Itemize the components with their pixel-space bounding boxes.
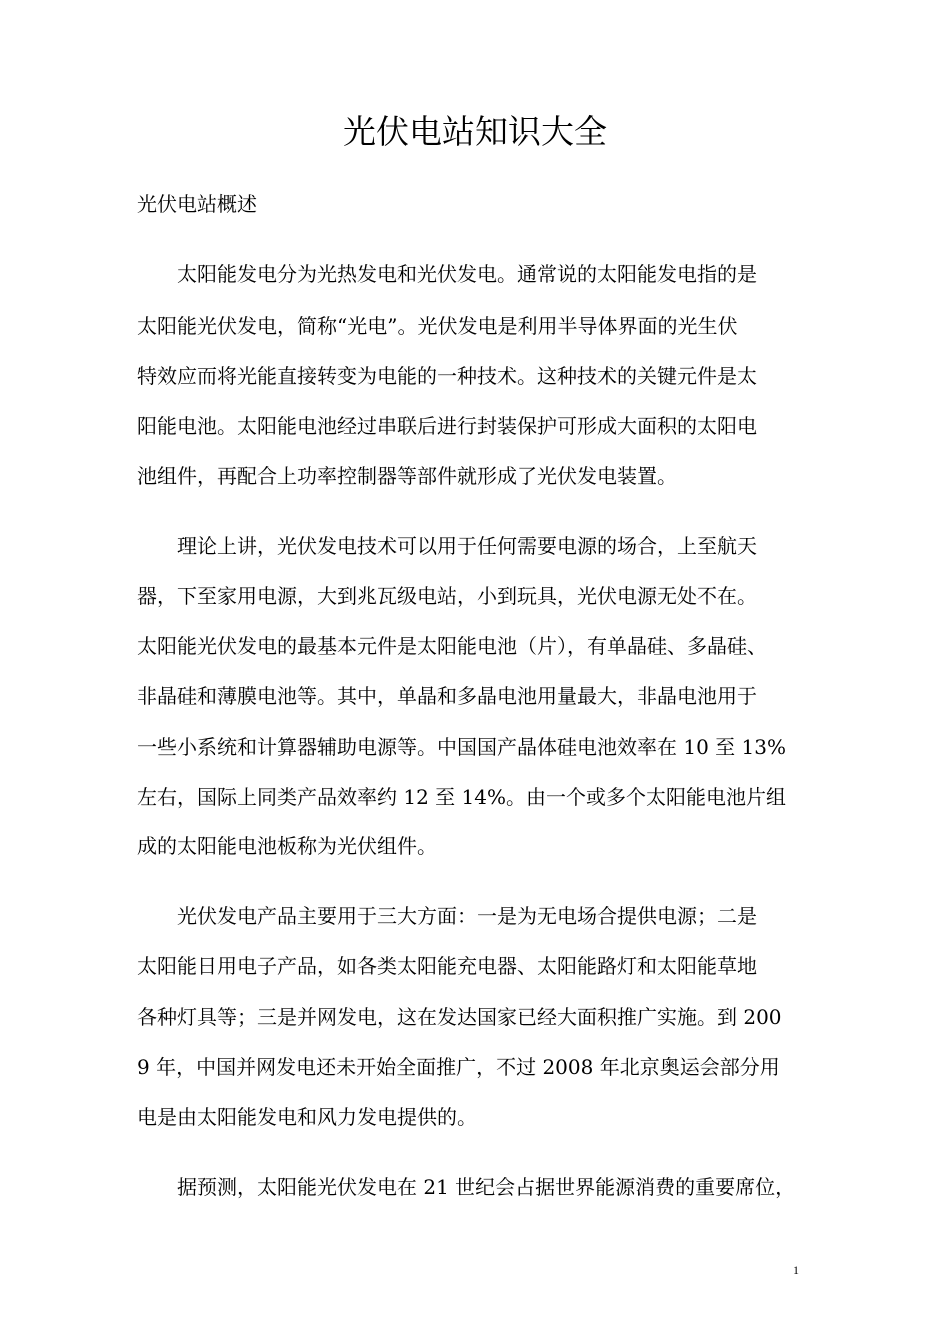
paragraph-line: 器，下至家用电源，大到兆瓦级电站，小到玩具，光伏电源无处不在。: [137, 584, 757, 608]
paragraph-line: 成的太阳能电池板称为光伏组件。: [137, 834, 437, 858]
paragraph-line: 理论上讲，光伏发电技术可以用于任何需要电源的场合，上至航天: [137, 534, 757, 558]
paragraph-line: 非晶硅和薄膜电池等。其中，单晶和多晶电池用量最大，非晶电池用于: [137, 684, 757, 708]
paragraph-line: 太阳能日用电子产品，如各类太阳能充电器、太阳能路灯和太阳能草地: [137, 954, 757, 978]
paragraph-line: 池组件，再配合上功率控制器等部件就形成了光伏发电装置。: [137, 464, 677, 488]
paragraph-line: 各种灯具等；三是并网发电，这在发达国家已经大面积推广实施。到 200: [137, 1005, 782, 1029]
page-number: 1: [793, 1263, 799, 1277]
paragraph-line: 电是由太阳能发电和风力发电提供的。: [137, 1105, 477, 1129]
paragraph-line: 左右，国际上同类产品效率约 12 至 14%。由一个或多个太阳能电池片组: [137, 785, 786, 809]
section-heading: 光伏电站概述: [137, 192, 257, 216]
paragraph-line: 太阳能发电分为光热发电和光伏发电。通常说的太阳能发电指的是: [137, 262, 757, 286]
paragraph-line: 一些小系统和计算器辅助电源等。中国国产晶体硅电池效率在 10 至 13%: [137, 735, 786, 759]
paragraph-line: 太阳能光伏发电，简称“光电”。光伏发电是利用半导体界面的光生伏: [137, 314, 738, 338]
paragraph-line: 据预测，太阳能光伏发电在 21 世纪会占据世界能源消费的重要席位，: [137, 1175, 796, 1199]
paragraph-line: 光伏发电产品主要用于三大方面：一是为无电场合提供电源；二是: [137, 904, 757, 928]
paragraph-line: 9 年，中国并网发电还未开始全面推广，不过 2008 年北京奥运会部分用: [137, 1055, 780, 1079]
paragraph-line: 特效应而将光能直接转变为电能的一种技术。这种技术的关键元件是太: [137, 364, 757, 388]
paragraph-line: 太阳能光伏发电的最基本元件是太阳能电池（片），有单晶硅、多晶硅、: [137, 634, 767, 658]
paragraph-line: 阳能电池。太阳能电池经过串联后进行封装保护可形成大面积的太阳电: [137, 414, 757, 438]
document-title: 光伏电站知识大全: [343, 112, 607, 151]
